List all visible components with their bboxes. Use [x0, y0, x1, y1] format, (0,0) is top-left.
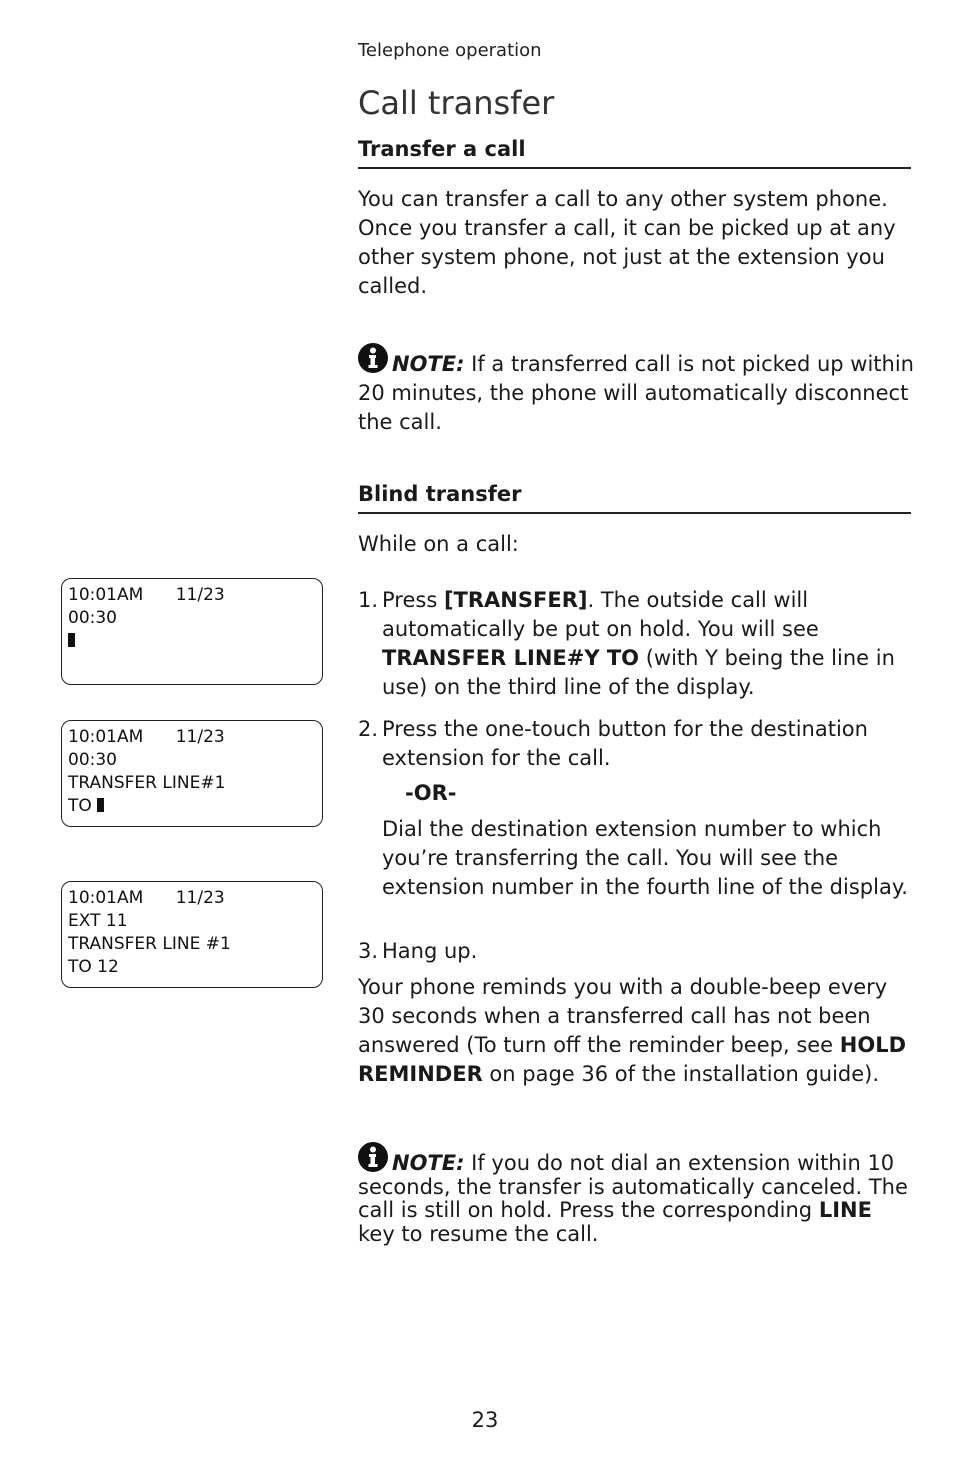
lcd-line: 10:01AM 11/23	[68, 585, 225, 605]
step-1	[358, 586, 914, 702]
transfer-a-call-heading: Transfer a call	[358, 137, 911, 169]
note-text: If a transferred call is not picked up within 20 minutes, the phone will automatically disconnect the call.	[358, 352, 914, 434]
section-label: Telephone operation	[358, 40, 542, 61]
cursor-icon	[68, 633, 75, 647]
lcd-display-2	[61, 720, 323, 827]
step-2-alternative	[358, 815, 914, 902]
transfer-a-call-body: You can transfer a call to any other system phone. Once you transfer a call, it can be picked up at any other system phone, not just at the extension you called.	[358, 187, 896, 298]
note-label: NOTE:	[392, 352, 465, 376]
lcd-line: EXT 11	[68, 911, 128, 931]
note-2: NOTE: If you do not dial an extension within 10 seconds, the transfer is automatically canceled. The call is still on hold. Press the corresponding LINE key to resume the call.	[358, 1142, 914, 1246]
lcd-line: TRANSFER LINE #1	[68, 934, 231, 954]
step-number: 2.	[358, 717, 379, 741]
reminder-paragraph: Your phone reminds you with a double-beep every 30 seconds when a transferred call has not been answered (To turn off the reminder beep, see HOLD REMINDER on page 36 of the installation guide).	[358, 975, 907, 1086]
info-icon	[358, 343, 388, 373]
step-2	[358, 715, 914, 773]
lcd-line: 00:30	[68, 750, 117, 770]
step-text: Hang up.	[382, 939, 478, 963]
page-number: 23	[471, 1408, 499, 1432]
note-1	[358, 343, 914, 437]
blind-transfer-heading: Blind transfer	[358, 482, 911, 514]
or-separator: -OR-	[405, 781, 457, 805]
blind-transfer-intro: While on a call:	[358, 532, 519, 556]
step-number: 3.	[358, 939, 379, 963]
lcd-display-3	[61, 881, 323, 988]
step-text: Dial the destination extension number to which you’re transferring the call. You will see the extension number in the fourth line of the display.	[382, 817, 908, 899]
step-text: Press [TRANSFER]. The outside call will automatically be put on hold. You will see TRANSFER LINE#Y TO (with Y being the line in use) on the third line of the display.	[382, 588, 895, 699]
info-icon	[358, 1142, 388, 1172]
lcd-line-with-cursor: TO	[68, 795, 322, 818]
lcd-line: TRANSFER LINE#1	[68, 773, 226, 793]
step-3	[358, 937, 914, 966]
lcd-line: 10:01AM 11/23	[68, 888, 225, 908]
step-number: 1.	[358, 588, 379, 612]
lcd-line: TO 12	[68, 957, 119, 977]
lcd-line: 10:01AM 11/23	[68, 727, 225, 747]
lcd-line	[68, 630, 322, 653]
cursor-icon	[97, 798, 104, 812]
step-text: Press the one-touch button for the destination extension for the call.	[382, 717, 868, 770]
lcd-line: 00:30	[68, 608, 117, 628]
lcd-display-1	[61, 578, 323, 685]
note-label: NOTE:	[392, 1151, 465, 1175]
page-title: Call transfer	[358, 84, 555, 122]
